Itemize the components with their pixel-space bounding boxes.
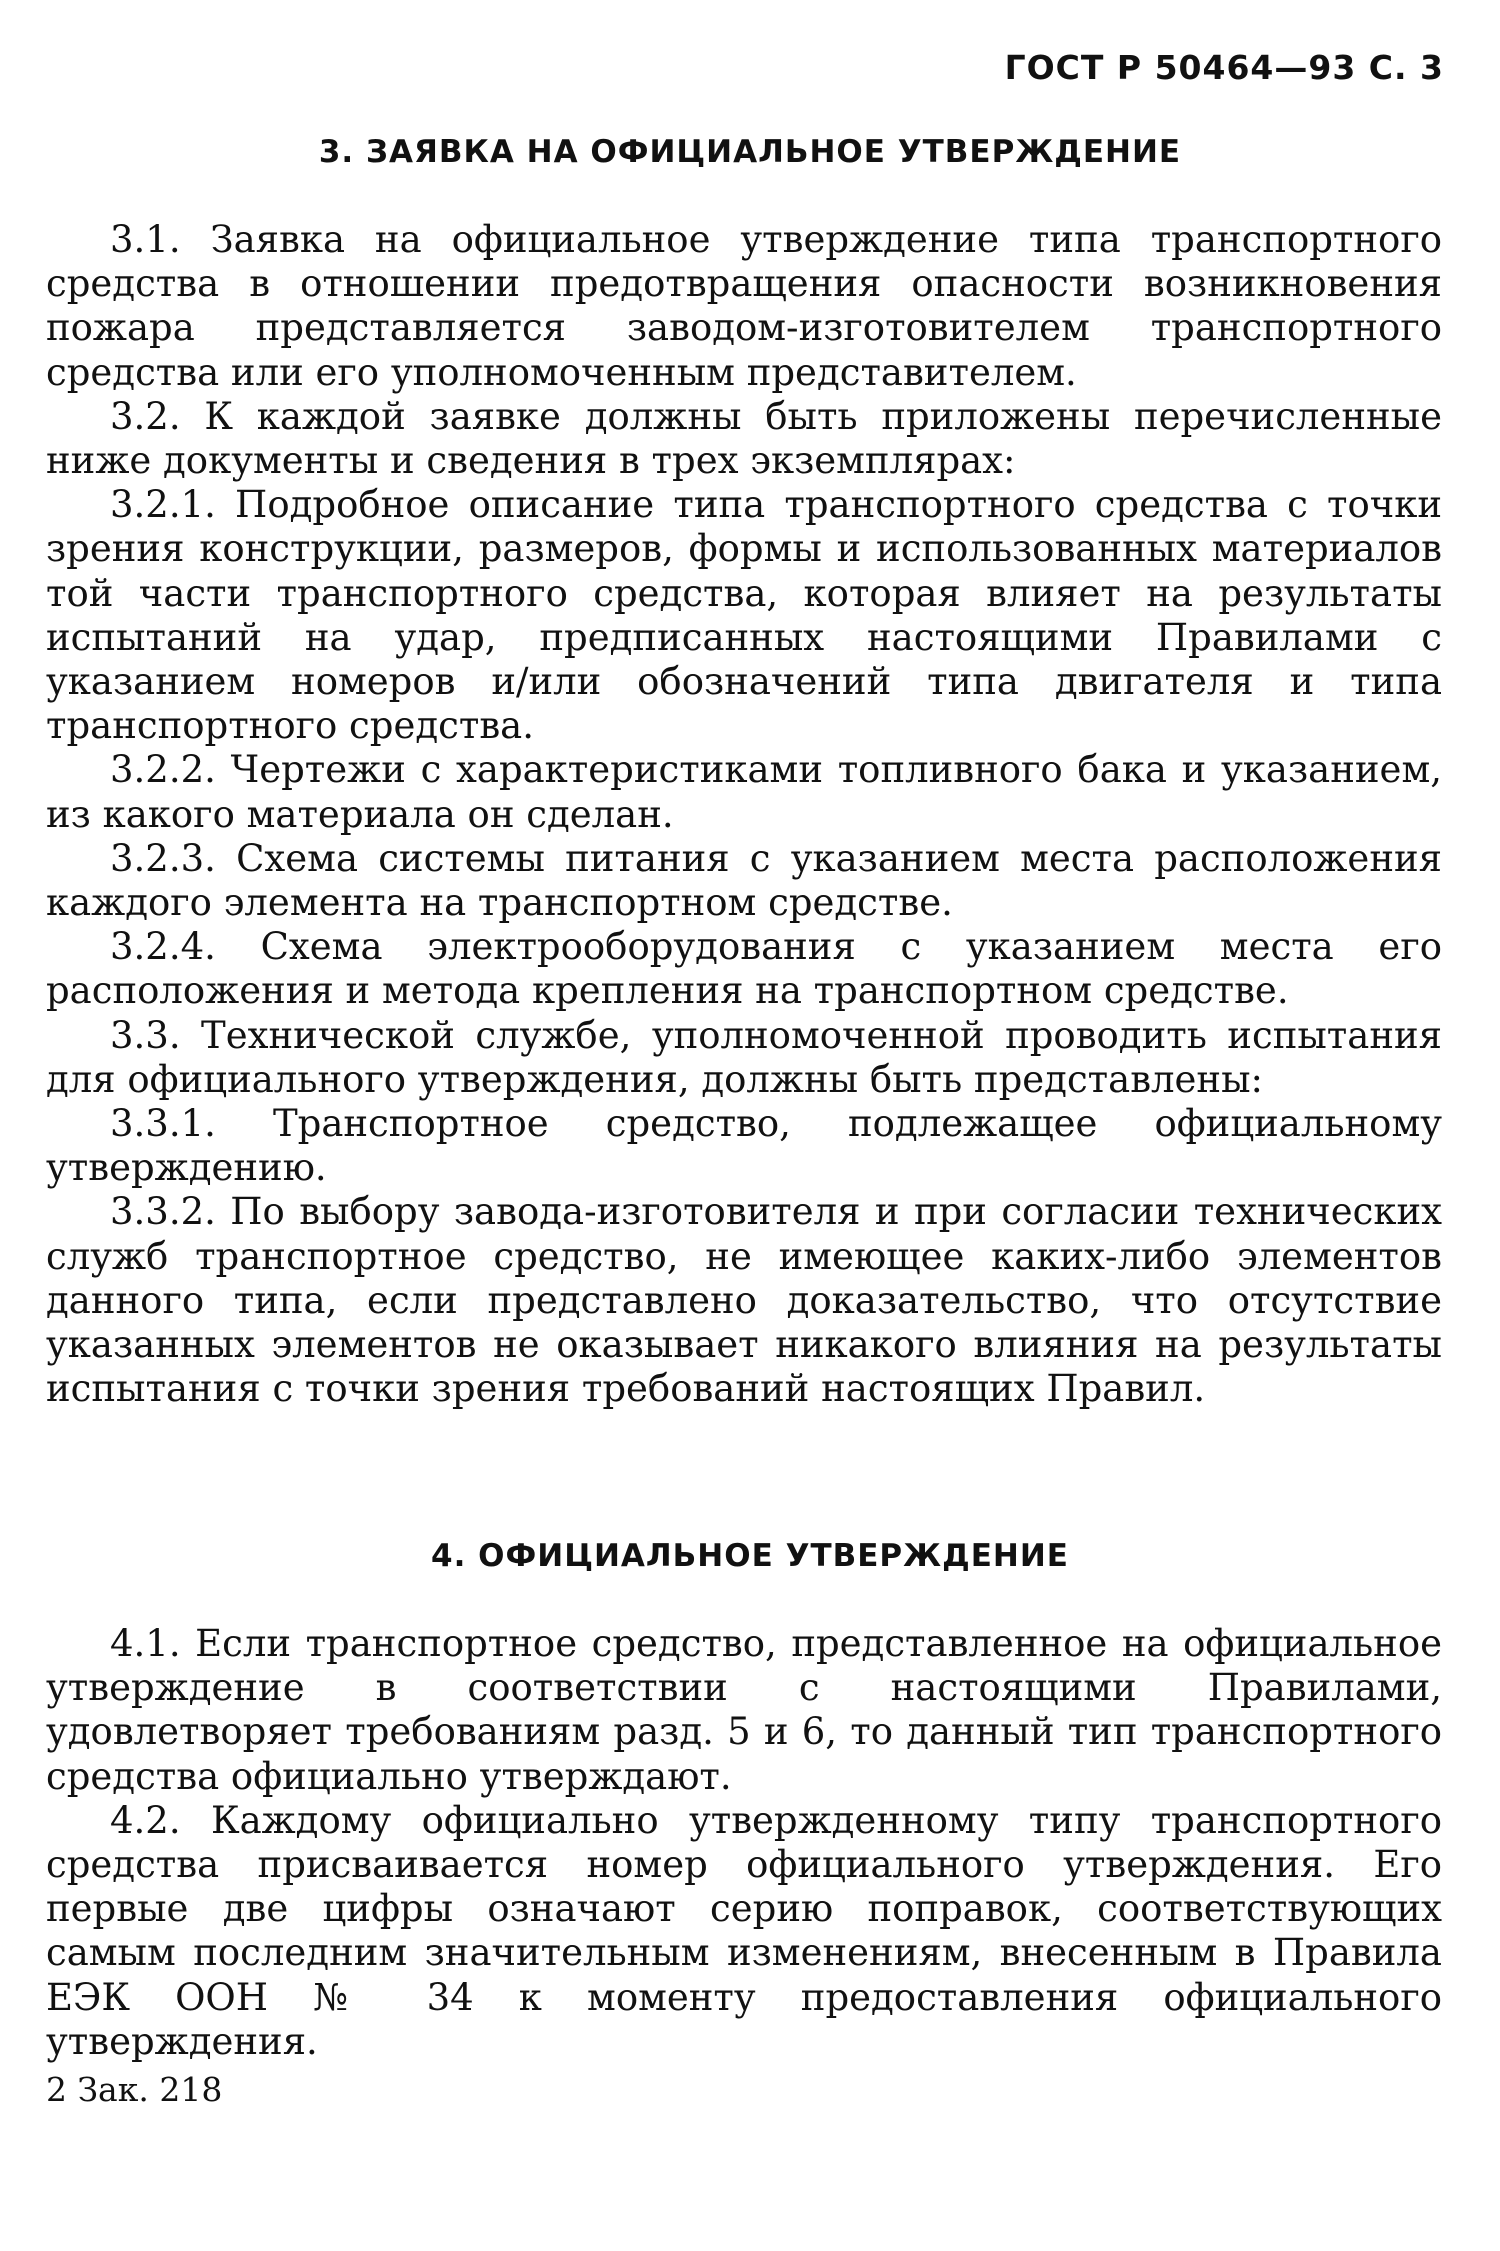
paragraph-3-2-1: 3.2.1. Подробное описание типа транспортного средства с точки зрения конструкции, размеров, формы и использованных материалов той части транспортного средства, которая влияет на результаты испытаний на удар, предписанных настоящими Правилами с указанием номеров и/или обозначений типа двигателя и типа транспортного средства. <box>46 483 1442 748</box>
paragraph-3-2-3: 3.2.3. Схема системы питания с указанием места расположения каждого элемента на транспортном средстве. <box>46 836 1442 925</box>
section-3-body <box>46 218 1442 1411</box>
section-4-title: 4. ОФИЦИАЛЬНОЕ УТВЕРЖДЕНИЕ <box>431 1538 1069 1574</box>
paragraph-3-2: 3.2. К каждой заявке должны быть приложены перечисленные ниже документы и сведения в трех экземплярах: <box>46 394 1442 483</box>
paragraph-3-3: 3.3. Технической службе, уполномоченной проводить испытания для официального утверждения, должны быть представлены: <box>46 1013 1442 1101</box>
print-order-mark: 2 Зак. 218 <box>46 2070 223 2109</box>
paragraph-3-3-2: 3.3.2. По выбору завода-изготовителя и при согласии технических служб транспортное средство, не имеющее каких-либо элементов данного типа, если представлено доказательство, что отсутствие указанных элементов не оказывает никакого влияния на результаты испытания с точки зрения требований настоящих Правил. <box>46 1190 1442 1411</box>
section-3-title: 3. ЗАЯВКА НА ОФИЦИАЛЬНОЕ УТВЕРЖДЕНИЕ <box>318 134 1182 170</box>
section-4-body <box>46 1622 1442 2064</box>
paragraph-3-2-2: 3.2.2. Чертежи с характеристиками топливного бака и указанием, из какого материала он сделан. <box>46 748 1442 836</box>
paragraph-4-1: 4.1. Если транспортное средство, представленное на официальное утверждение в соответствии с настоящими Правилами, удовлетворяет требованиям разд. 5 и 6, то данный тип транспортного средства официально утверждают. <box>46 1622 1442 1798</box>
paragraph-3-3-1: 3.3.1. Транспортное средство, подлежащее официальному утверждению. <box>46 1102 1442 1190</box>
paragraph-3-1: 3.1. Заявка на официальное утверждение типа транспортного средства в отношении предотвращения опасности возникновения пожара представляется заводом-изготовителем транспортного средства или его уполномоченным представителем. <box>46 218 1442 394</box>
paragraph-3-2-4: 3.2.4. Схема электрооборудования с указанием места его расположения и метода крепления на транспортном средстве. <box>46 925 1442 1013</box>
paragraph-4-2: 4.2. Каждому официально утвержденному типу транспортного средства присваивается номер официального утверждения. Его первые две цифры означают серию поправок, соответствующих самым последним значительным изменениям, внесенным в Правила ЕЭК ООН № 34 к моменту предоставления официального утверждения. <box>46 1798 1442 2063</box>
page-header: ГОСТ Р 50464—93 С. 3 <box>1004 48 1444 87</box>
